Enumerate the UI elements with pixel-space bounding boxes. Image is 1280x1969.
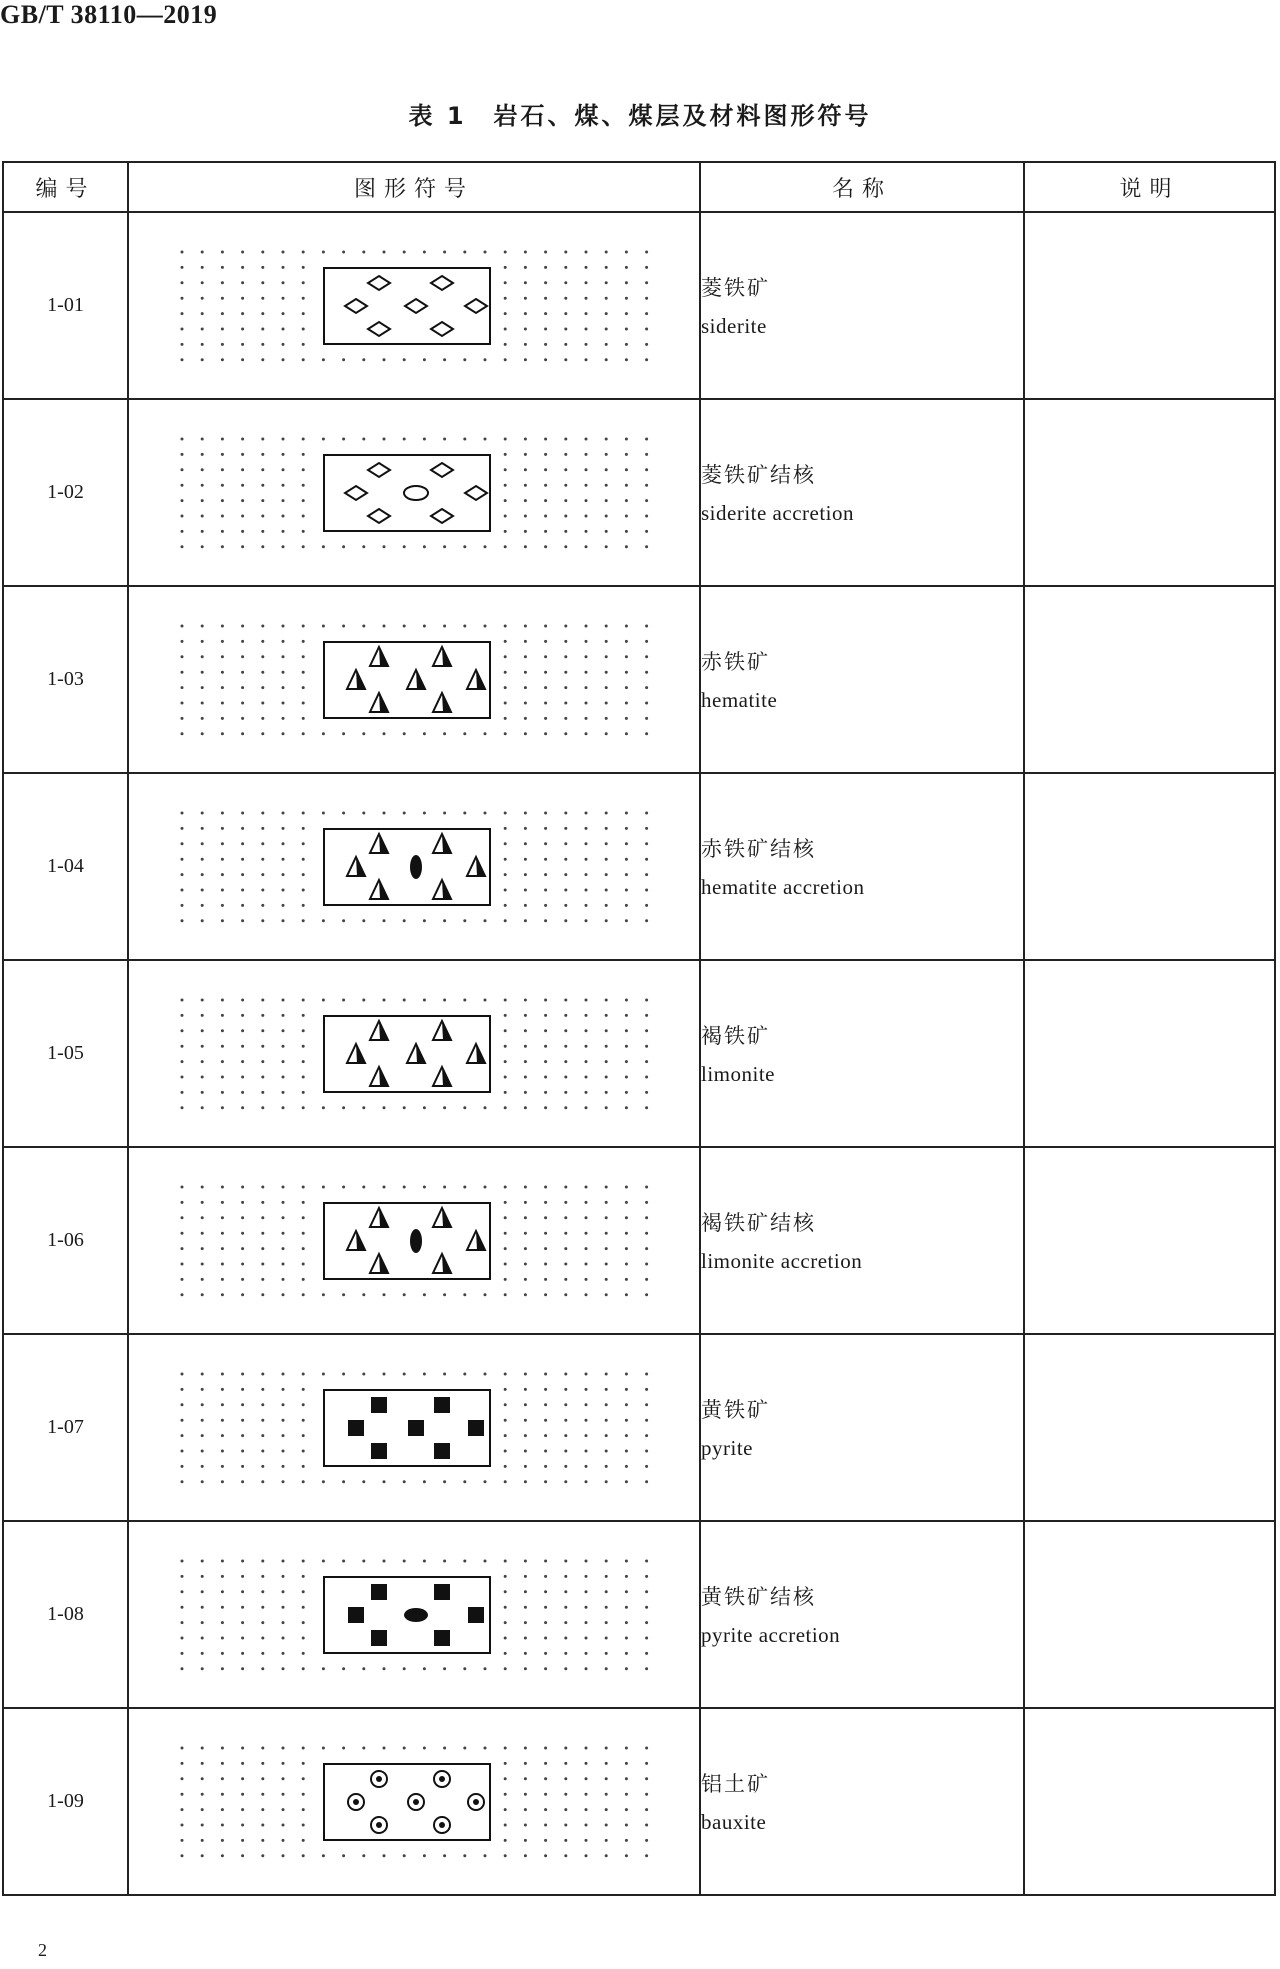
note-cell [1024, 399, 1275, 586]
row-number: 1-03 [3, 586, 128, 773]
symbol-cell [128, 1147, 700, 1334]
note-cell [1024, 1521, 1275, 1708]
name-english: hematite [701, 688, 778, 712]
row-number: 1-09 [3, 1708, 128, 1895]
square-marker [434, 1397, 450, 1413]
row-number: 1-02 [3, 399, 128, 586]
name-chinese: 菱铁矿 [701, 276, 770, 300]
table-row [3, 960, 1275, 1147]
table-title: 表 1 岩石、煤、煤层及材料图形符号 [408, 102, 872, 130]
name-cell [700, 773, 1024, 960]
symbol-cell [128, 1521, 700, 1708]
name-chinese: 赤铁矿 [701, 650, 770, 674]
name-cell [700, 586, 1024, 773]
nodule-marker [410, 855, 422, 879]
square-marker [371, 1397, 387, 1413]
row-number: 1-06 [3, 1147, 128, 1334]
name-chinese: 黄铁矿结核 [701, 1585, 816, 1609]
name-cell [700, 1708, 1024, 1895]
name-english: bauxite [701, 1810, 767, 1834]
note-cell [1024, 1334, 1275, 1521]
table-row [3, 1708, 1275, 1895]
name-chinese: 铝土矿 [701, 1772, 770, 1796]
name-chinese: 褐铁矿结核 [701, 1211, 816, 1235]
table-row [3, 1521, 1275, 1708]
square-marker [434, 1443, 450, 1459]
name-cell [700, 212, 1024, 399]
table-row [3, 1334, 1275, 1521]
square-marker [468, 1607, 484, 1623]
row-number: 1-07 [3, 1334, 128, 1521]
symbol-cell [128, 586, 700, 773]
name-cell [700, 960, 1024, 1147]
mineral-symbol [174, 433, 654, 553]
name-cell [700, 1521, 1024, 1708]
note-cell [1024, 773, 1275, 960]
square-marker [468, 1420, 484, 1436]
name-chinese: 黄铁矿 [701, 1398, 770, 1422]
table-row [3, 1147, 1275, 1334]
square-marker [371, 1443, 387, 1459]
mineral-symbol [174, 1181, 654, 1301]
mineral-symbol [174, 1742, 654, 1862]
table-row [3, 212, 1275, 399]
note-cell [1024, 212, 1275, 399]
name-cell [700, 1147, 1024, 1334]
square-marker [434, 1630, 450, 1646]
column-header-note: 说明 [1024, 162, 1275, 212]
row-number: 1-05 [3, 960, 128, 1147]
name-english: limonite [701, 1062, 775, 1086]
symbol-frame [324, 642, 490, 718]
note-cell [1024, 1147, 1275, 1334]
square-marker [371, 1630, 387, 1646]
row-number: 1-04 [3, 773, 128, 960]
mineral-symbol [174, 246, 654, 366]
mineral-symbol [174, 807, 654, 927]
name-chinese: 赤铁矿结核 [701, 837, 816, 861]
table-body [3, 212, 1275, 1895]
standard-code: GB/T 38110—2019 [0, 0, 218, 29]
name-cell [700, 1334, 1024, 1521]
note-cell [1024, 1708, 1275, 1895]
column-header-number: 编号 [3, 162, 128, 212]
page-number: 2 [38, 1940, 47, 1960]
name-english: siderite accretion [701, 501, 855, 525]
symbol-frame [324, 1203, 490, 1279]
name-english: pyrite accretion [701, 1623, 841, 1647]
nodule-marker [404, 1608, 428, 1622]
nodule-marker [410, 1229, 422, 1253]
square-marker [371, 1584, 387, 1600]
note-cell [1024, 586, 1275, 773]
name-chinese: 菱铁矿结核 [701, 463, 816, 487]
symbol-cell [128, 773, 700, 960]
symbol-cell [128, 1708, 700, 1895]
name-english: siderite [701, 314, 767, 338]
row-number: 1-08 [3, 1521, 128, 1708]
symbol-cell [128, 1334, 700, 1521]
symbol-cell [128, 399, 700, 586]
mineral-symbol [174, 620, 654, 740]
table-row [3, 773, 1275, 960]
table-header-row [3, 162, 1275, 212]
column-header-name: 名称 [700, 162, 1024, 212]
table-row [3, 399, 1275, 586]
symbol-table [2, 161, 1276, 1896]
symbol-cell [128, 960, 700, 1147]
symbol-cell [128, 212, 700, 399]
symbol-frame [324, 829, 490, 905]
square-marker [434, 1584, 450, 1600]
square-marker [348, 1607, 364, 1623]
table-row [3, 586, 1275, 773]
name-english: pyrite [701, 1436, 753, 1460]
square-marker [348, 1420, 364, 1436]
mineral-symbol [174, 994, 654, 1114]
name-english: hematite accretion [701, 875, 865, 899]
name-cell [700, 399, 1024, 586]
mineral-symbol [174, 1555, 654, 1675]
note-cell [1024, 960, 1275, 1147]
column-header-symbol: 图形符号 [128, 162, 700, 212]
mineral-symbol [174, 1368, 654, 1488]
symbol-frame [324, 1016, 490, 1092]
row-number: 1-01 [3, 212, 128, 399]
square-marker [408, 1420, 424, 1436]
name-english: limonite accretion [701, 1249, 863, 1273]
name-chinese: 褐铁矿 [701, 1024, 770, 1048]
